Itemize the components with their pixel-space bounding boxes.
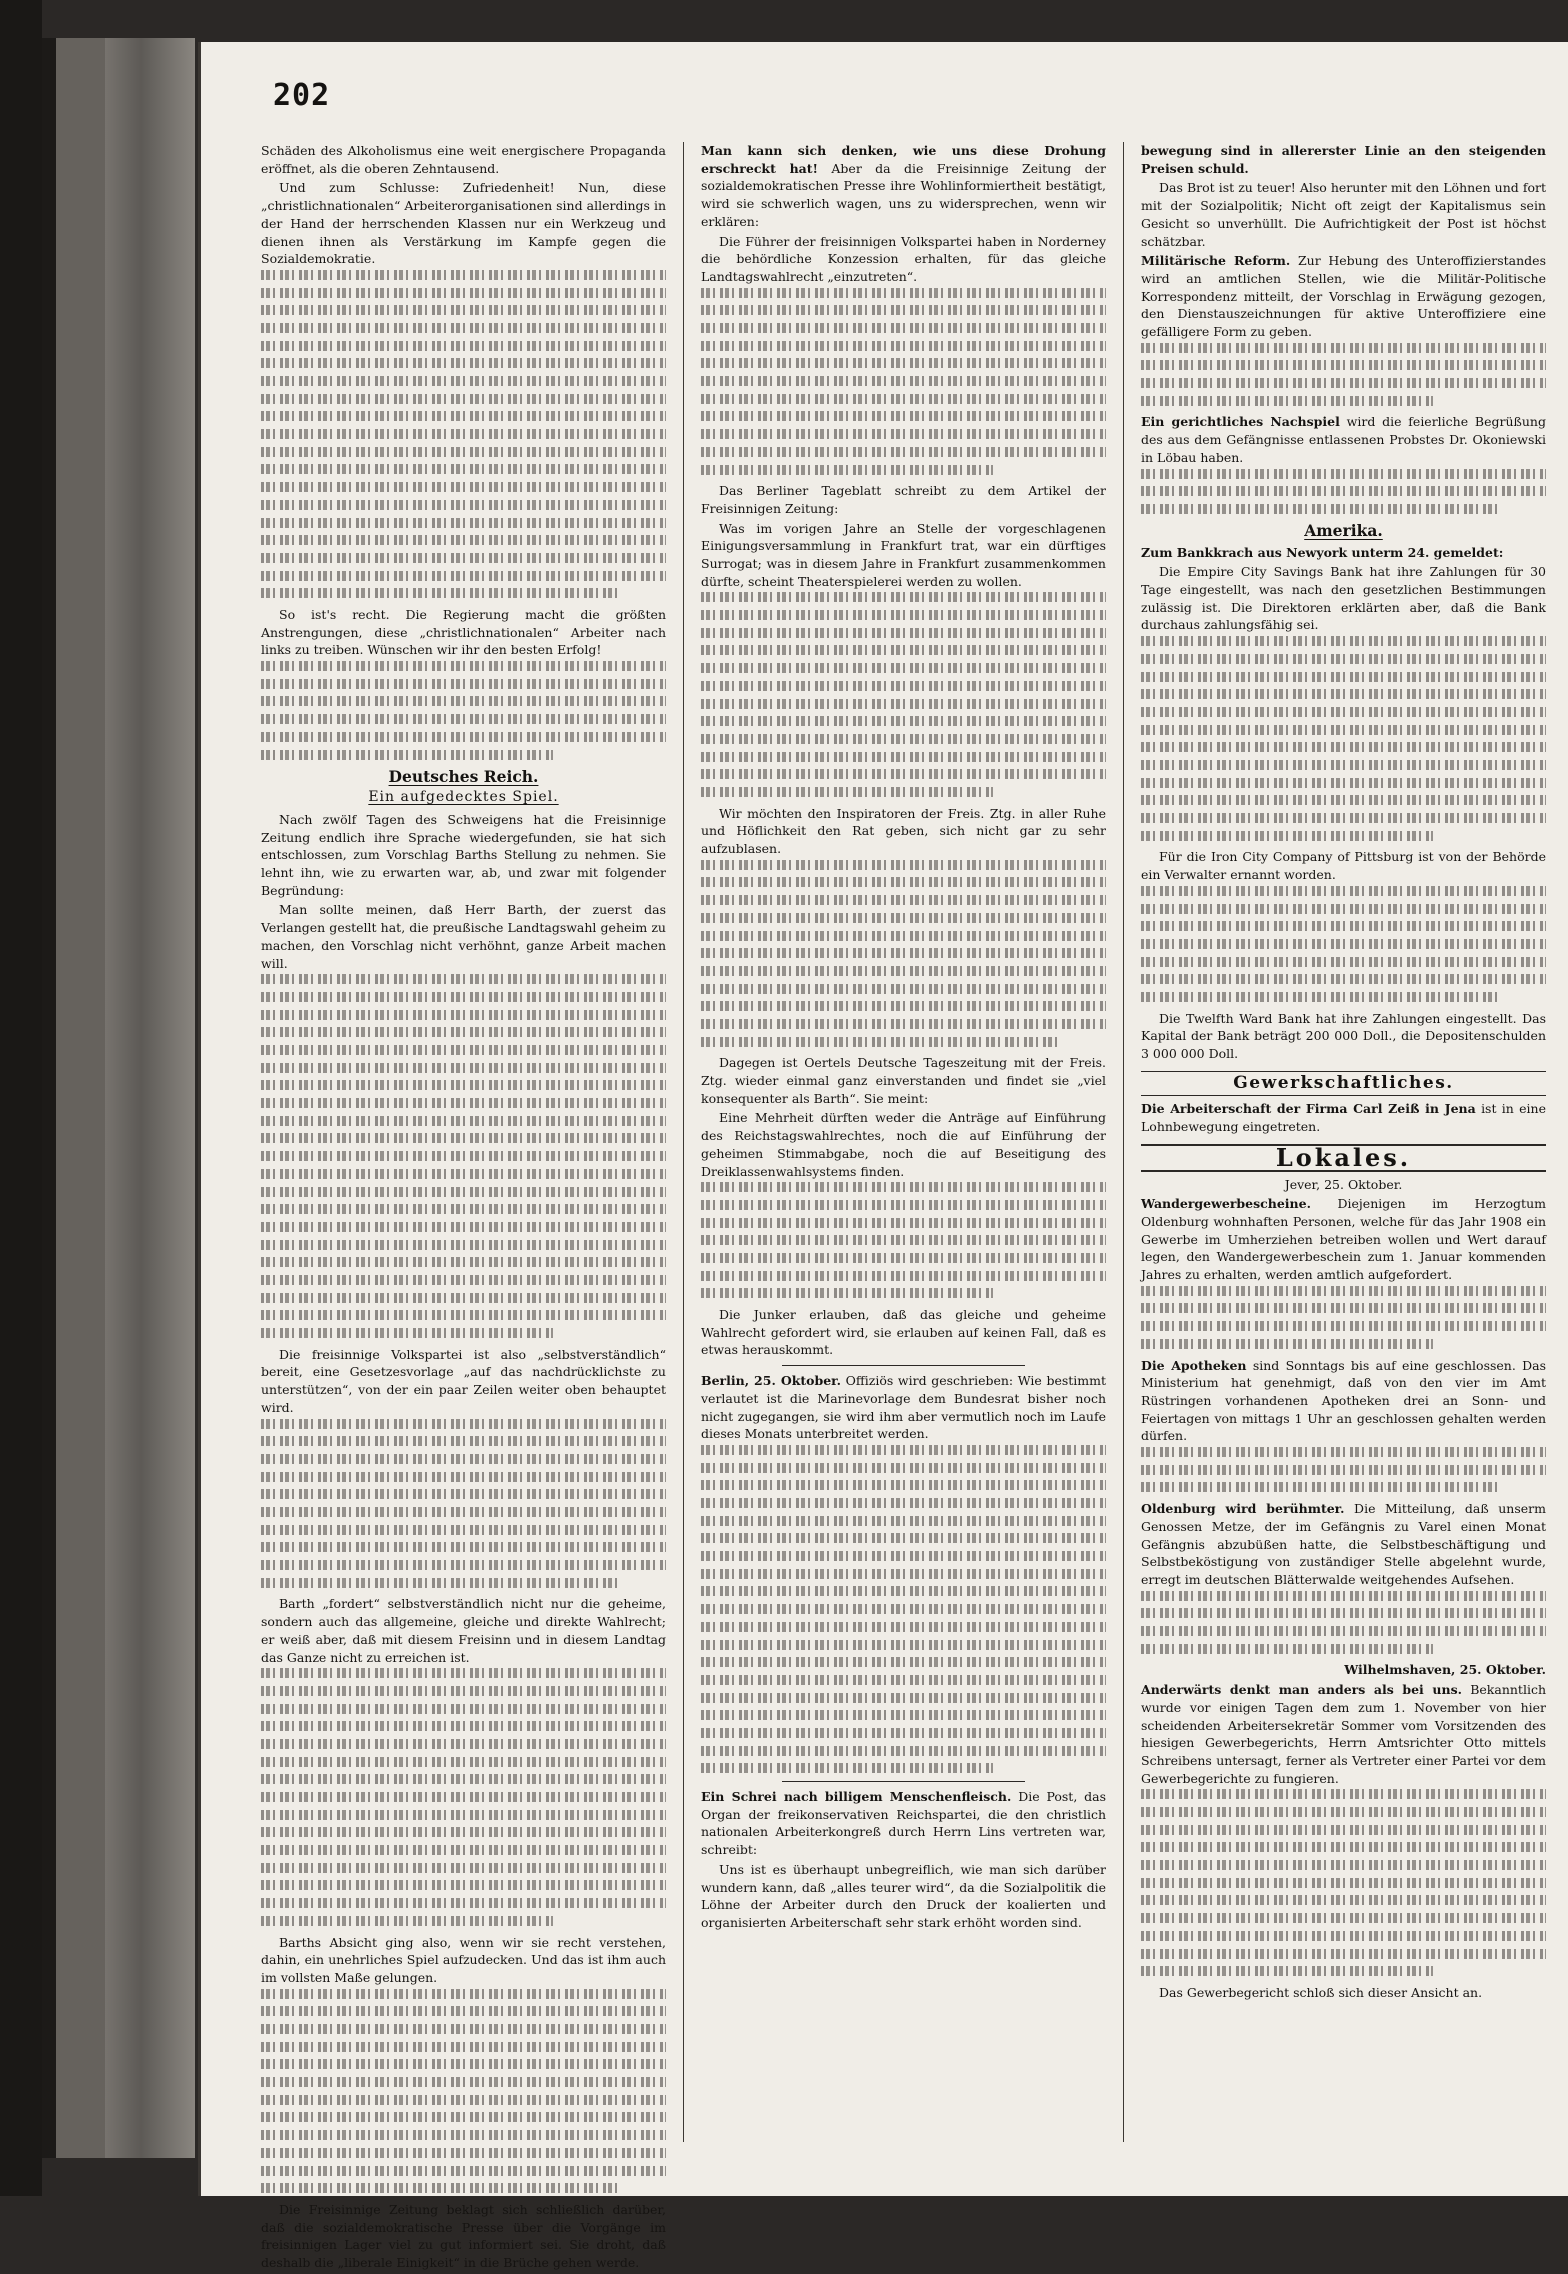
col1-volkspartei: Die freisinnige Volkspartei ist also „selbstverständlich“ bereit, eine Gesetzesvorlage „auf das nachdrücklichste zu unterstützen“, von der ein paar Zeilen weiter oben behauptet wird. — [261, 1346, 666, 1415]
col1-zufriedenheit: Und zum Schlusse: Zufriedenheit! Nun, diese „christlichnationalen“ Arbeiterorganisationen sind allerdings in der Hand der herrschenden Klassen nur ein Werkzeug und dienen ihnen als Verstärkung im Kampfe gegen die Sozialdemokratie. — [261, 180, 666, 267]
section-heading-lokales: Lokales. — [1141, 1144, 1546, 1172]
col2-oertel: Dagegen ist Oertels Deutsche Tageszeitung mit der Freis. Ztg. wieder einmal ganz einverstanden und findet sie „viel konsequenter als Barth“. Sie meint: — [701, 1055, 1106, 1106]
col1-absicht: Barths Absicht ging also, wenn wir sie recht verstehen, dahin, ein unehrliches Spiel aufzudecken. Und das ist ihm auch im vollsten Maße gelungen. — [261, 1934, 666, 1985]
col2-schrei-text: Die Post, das Organ der freikonservativen Reichspartei, die den christlich nationalen Arbeiterkongreß durch Herrn Lins vertreten war, schreibt: — [701, 1789, 1106, 1858]
col1-lead: Nach zwölf Tagen des Schweigens hat die Freisinnige Zeitung endlich ihre Sprache wiedergefunden, sie hat sich entschlossen, zum Vorschlag Barths Stellung zu nehmen. Sie lehnt ihn, wie zu erwarten war, ab, und zwar mit folgender Begründung: — [261, 811, 666, 898]
page-gutter-shadow — [105, 38, 195, 2158]
col3-militaer-text: Zur Hebung des Unteroffizierstandes wird an amtlichen Stellen, wie die Militär-Politische Korrespondenz mitteilt, der Vorschlag in Erwägung gezogen, den Dienstauszeichnungen für aktive Unteroffiziere eine gefälligere Form zu geben. — [1141, 253, 1546, 340]
col2-schrei-heading: Ein Schrei nach billigem Menschenfleisch. — [701, 1789, 1012, 1805]
column-1 — [261, 142, 666, 2274]
col3-twelfth-ward: Die Twelfth Ward Bank hat ihre Zahlungen eingestellt. Das Kapital der Bank beträgt 200 000 Doll., die Depositenschulden 3 000 000 Doll. — [1141, 1010, 1546, 1062]
col3-oldenburg-heading: Oldenburg wird berühmter. — [1141, 1501, 1345, 1517]
col3-wander-text: Diejenigen im Herzogtum Oldenburg wohnhaften Personen, welche für das Jahr 1908 ein Gewerbe im Umherziehen betreiben wollen und Wert darauf legen, den Wandergewerbeschein zum 1. Januar kommenden Jahres zu erhalten, werden amtlich aufgefordert. — [1141, 1196, 1546, 1283]
col2-schrei-end: Uns ist es überhaupt unbegreiflich, wie man sich darüber wundern kann, daß „alles teurer wird“, da die Sozialpolitik die Löhne der Arbeiter durch den Druck der koalierten und organisierten Arbeiterschaft sehr stark erhöht worden sind. — [701, 1861, 1106, 1930]
col2-mehrheit: Eine Mehrheit dürften weder die Anträge auf Einführung des Reichstagswahlrechtes, noch die auf Einführung der geheimen Stimmabgabe, noch die auf Beseitigung des Dreiklassenwahlsystems finden. — [701, 1110, 1106, 1179]
col3-bankkrach-text: Die Empire City Savings Bank hat ihre Zahlungen für 30 Tage eingestellt, was nach den gesetzlichen Bestimmungen zulässig ist. Die Direktoren erklärten aber, daß die Bank durchaus zahlungsfähig sei. — [1141, 564, 1546, 633]
col2-lead-bold: Man kann sich denken, wie uns diese Drohung erschreckt hat! — [701, 143, 1106, 176]
col3-apotheken-text: sind Sonntags bis auf eine geschlossen. Das Ministerium hat genehmigt, daß von den vier im Amt Rüstringen vorhandenen Apotheken drei an Sonn- und Feiertagen von mittags 1 Uhr an geschlossen gehalten werden dürfen. — [1141, 1357, 1547, 1444]
col3-militaer-heading: Militärische Reform. — [1141, 253, 1291, 269]
col3-brot: Das Brot ist zu teuer! Also herunter mit den Löhnen und fort mit der Sozialpolitik; Nicht oft zeigt der Kapitalismus sein Gesicht so unverhüllt. Die Aufrichtigkeit der Post ist höchst schätzbar. — [1141, 180, 1546, 249]
col3-apotheken-heading: Die Apotheken — [1141, 1357, 1247, 1373]
col3-oldenburg-text: Die Mitteilung, daß unserm Genossen Metze, der im Gefängnis zu Varel einen Monat Gefängnis abzubüßen hatte, die Selbstbeschäftigung und Selbstbeköstigung von zuständiger Stelle abgelehnt wurde, erregt im deutschen Blätterwalde weitgehendes Aufsehen. — [1141, 1501, 1546, 1587]
col2-junker: Die Junker erlauben, daß das gleiche und geheime Wahlrecht gefordert wird, sie erlauben auf keinen Fall, daß es etwas herauskommt. — [701, 1307, 1106, 1358]
col1-quote: Man sollte meinen, daß Herr Barth, der zuerst das Verlangen gestellt hat, die preußische Landtagswahl geheim zu machen, den Vorschlag nicht verhöhnt, ganze Arbeit machen will. — [261, 902, 666, 971]
newspaper-page — [198, 42, 1568, 2270]
col3-zeiss-heading: Die Arbeiterschaft der Firma Carl Zeiß in Jena — [1141, 1101, 1476, 1117]
book-binding — [0, 0, 42, 2196]
col3-nachspiel-text: wird die feierliche Begrüßung des aus dem Gefängnisse entlassenen Probstes Dr. Okoniewski in Löbau haben. — [1141, 414, 1546, 465]
article-heading-aufgedecktes-spiel: Ein aufgedecktes Spiel. — [368, 789, 559, 806]
col2-fuehrer: Die Führer der freisinnigen Volkspartei haben in Norderney die behördliche Konzession erhalten, für das gleiche Landtagswahlrecht „einzutreten“. — [701, 233, 1106, 284]
column-rule-2 — [1123, 142, 1124, 2142]
col2-lead-rest: Aber da die Freisinnige Zeitung der sozialdemokratischen Presse ihre Wohlinformiertheit bestätigt, wird sie schwerlich wagen, uns zu widersprechen, wenn wir erklären: — [701, 160, 1106, 229]
col2-berlin-dateline: Berlin, 25. Oktober. — [701, 1373, 841, 1389]
section-heading-amerika: Amerika. — [1304, 520, 1383, 540]
divider — [782, 1365, 1025, 1366]
column-rule-1 — [683, 142, 684, 2142]
col1-ending: Die Freisinnige Zeitung beklagt sich schließlich darüber, daß die sozialdemokratische Presse über die Vorgänge im freisinnigen Lager viel zu gut informiert sei. Sie droht, daß deshalb die „liberale Einigkeit“ in die Brüche gehen werde. — [261, 2201, 666, 2270]
col2-tageblatt: Das Berliner Tageblatt schreibt zu dem Artikel der Freisinnigen Zeitung: — [701, 483, 1106, 516]
col3-anderwaerts-heading: Anderwärts denkt man anders als bei uns. — [1141, 1682, 1462, 1698]
col3-jever-dateline: Jever, 25. Oktober. — [1284, 1176, 1403, 1192]
col3-ending: Das Gewerbegericht schloß sich dieser Ansicht an. — [1159, 1984, 1483, 2000]
column-3 — [1141, 142, 1546, 2004]
page-number: 202 — [273, 78, 331, 113]
col1-barth: Barth „fordert“ selbstverständlich nicht nur die geheime, sondern auch das allgemeine, gleiche und direkte Wahlrecht; er weiß aber, daß mit diesem Freisinn und in diesem Landtag das Ganze nicht zu erreichen ist. — [261, 1596, 666, 1665]
col3-wander-heading: Wandergewerbescheine. — [1141, 1196, 1311, 1212]
column-2 — [701, 142, 1106, 1934]
col3-wilhelmshaven-dateline: Wilhelmshaven, 25. Oktober. — [1344, 1662, 1546, 1678]
section-heading-deutsches-reich: Deutsches Reich. — [388, 766, 539, 786]
col3-nachspiel-heading: Ein gerichtliches Nachspiel — [1141, 414, 1340, 430]
section-heading-gewerkschaftliches: Gewerkschaftliches. — [1141, 1071, 1546, 1097]
col3-bankkrach-heading: Zum Bankkrach aus Newyork unterm 24. gemeldet: — [1141, 544, 1504, 560]
col3-anderwaerts-text: Bekanntlich wurde vor einigen Tagen dem zum 1. November von hier scheidenden Arbeitersekretär Sommer vom Vorsitzenden des hiesigen Gewerbegerichts, Herrn Amtsrichter Otto mittels Schreibens untersagt, ferner als Vertreter einer Partei vor dem Gewerbegerichte zu fungieren. — [1141, 1682, 1546, 1786]
col1-intro: Schäden des Alkoholismus eine weit energischere Propaganda eröffnet, als die oberen Zehntausend. — [261, 143, 666, 176]
col2-inspiratoren: Wir möchten den Inspiratoren der Freis. Ztg. in aller Ruhe und Höflichkeit den Rat geben, sich nicht gar zu sehr aufzublasen. — [701, 805, 1106, 857]
divider — [782, 1781, 1025, 1782]
col2-berlin-text: Offiziös wird geschrieben: Wie bestimmt verlautet ist die Marinevorlage dem Bundesrat bisher noch nicht zugegangen, sie wird ihm aber vermutlich noch im Laufe dieses Monats unterbreitet werden. — [701, 1373, 1107, 1442]
col3-zeiss-text: ist in eine Lohnbewegung eingetreten. — [1141, 1101, 1546, 1135]
col1-so-ists-recht: So ist's recht. Die Regierung macht die größten Anstrengungen, diese „christlichnationalen“ Arbeiter nach links zu treiben. Wünschen wir ihr den besten Erfolg! — [261, 606, 666, 658]
col3-lead: bewegung sind in allererster Linie an den steigenden Preisen schuld. — [1141, 143, 1546, 176]
col2-tageblatt-quote: Was im vorigen Jahre an Stelle der vorgeschlagenen Einigungsversammlung in Frankfurt trat, war ein dürftiges Surrogat; was in diesem Jahre in Frankfurt zusammenkommen dürfte, scheint Theaterspielerei werden zu wollen. — [701, 520, 1106, 589]
col3-iron-city: Für die Iron City Company of Pittsburg ist von der Behörde ein Verwalter ernannt worden. — [1141, 849, 1546, 883]
